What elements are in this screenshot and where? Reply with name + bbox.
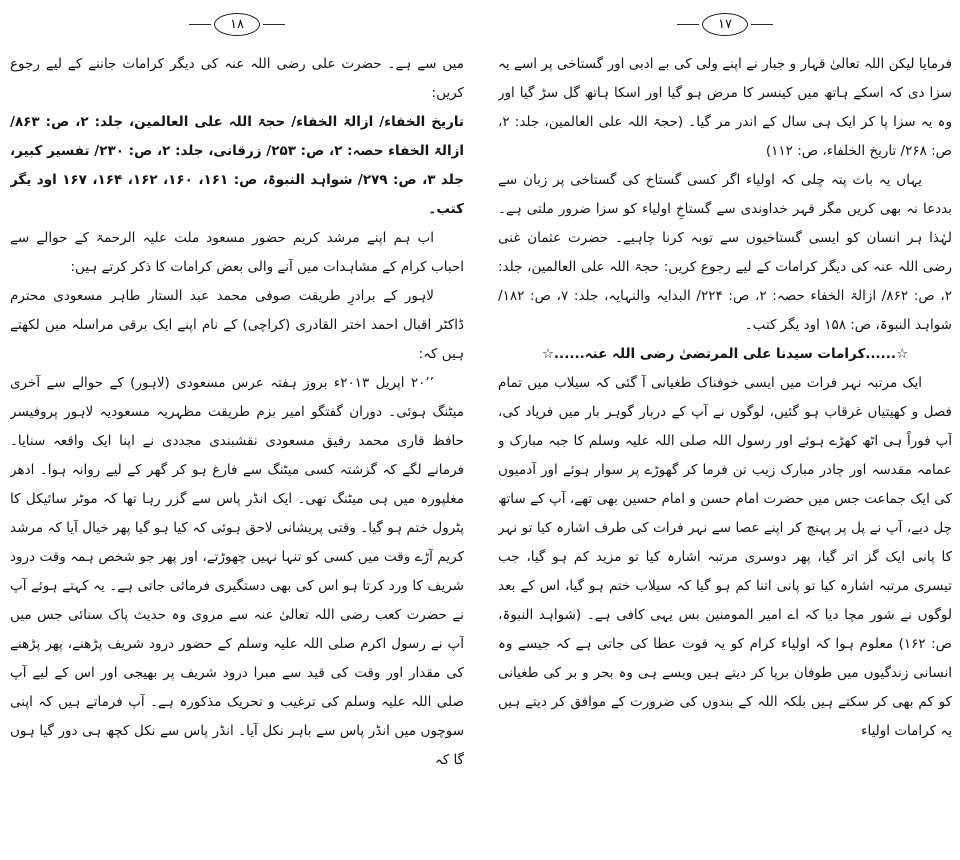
section-heading: ☆......کرامات سیدنا علی المرتضیٰ رضی اللہ عنہ......☆ <box>541 346 909 362</box>
page-number-cartouche: ۱۸ <box>214 13 260 36</box>
paragraph: ایک مرتبہ نہر فرات میں ایسی خوفناک طغیانی آ گئی کہ سیلاب میں تمام فصل و کھیتیاں غرقاب ہو گئیں، لوگوں نے آپ کے دربار گوہر بار میں فریاد کی، آپ فوراً ہی اٹھ کھڑے ہوئے اور رسول اللہ صلی اللہ علیہ وسلم کا جبہ مبارک و عمامہ مقدسہ اور چادر مبارک زیب تن فرما کر گھوڑے پر سوار ہوئے اور آدمیوں کی ایک جماعت جس میں حضرت امام حسن و امام حسین بھی تھے، آپ کے ساتھ چل دیے، آپ نے پل پر پہنچ کر اپنے عصا سے نہر فرات کی طرف اشارہ کیا تو نہر کا پانی ایک گز اتر گیا، پھر دوسری مرتبہ اشارہ کیا تو مزید کم ہو گیا، جب تیسری مرتبہ اشارہ کیا تو پانی اتنا کم ہو گیا کہ سیلاب ختم ہو گیا، اس کے بعد لوگوں نے شور مچا دیا کہ اے امیر المومنین بس یہی کافی ہے۔ (شواہد النبوۃ، ص: ۱۶۲) معلوم ہوا کہ اولیاء کرام کو یہ قوت عطا کی جاتی ہے کہ جیسے وہ انسانی زندگیوں میں طوفان برپا کر دیتے ہیں ویسے ہی وہ بحر و بر کی طغیانی کو کم بھی کر سکتے ہیں بلکہ اللہ کے بندوں کی ضرورت کے موافق کر دیتے ہیں یہ کرامات اولیاء <box>498 375 952 739</box>
paragraph: تاریخ الخفاء/ ازالۃ الخفاء/ حجۃ اللہ علی العالمین، جلد: ۲، ص: ۸۶۳/ ازالۃ الخفاء حصہ: ۲، ص: ۲۵۳/ زرقانی، جلد: ۲، ص: ۲۳۰/ تفسیر کبیر، جلد ۳، ص: ۲۷۹/ شواہد النبوۃ، ص: ۱۶۱، ۱۶۰، ۱۶۲، ۱۶۴، ۱۶۷ اود یگر کتب۔ <box>10 114 464 217</box>
page-18 <box>6 0 468 860</box>
page-number-ornament <box>498 10 952 38</box>
ornament-line-left <box>751 24 773 25</box>
paragraph: لاہور کے برادرِ طریقت صوفی محمد عبد الستار طاہر مسعودی محترم ڈاکٹر اقبال احمد اختر القادری (کراچی) کے نام اپنے ایک برقی مراسلہ میں لکھتے ہیں کہ: <box>10 288 464 362</box>
page-text-body <box>10 50 464 854</box>
paragraph: اب ہم اپنے مرشد کریم حضور مسعود ملت علیہ الرحمۃ کے حوالے سے احباب کرام کے مشاہدات میں آنے والی بعض کرامات کا ذکر کرتے ہیں: <box>10 230 464 275</box>
paragraph: یہاں یہ بات پتہ چلی کہ اولیاء اگر کسی گستاخ کی گستاخی پر زبان سے بددعا نہ بھی کریں مگر قہر خداوندی سے گستاخِ اولیاء کو سزا ضرور ملتی ہے۔ لہٰذا ہر انسان کو ایسی گستاخیوں سے توبہ کرنا چاہیے۔ حضرت عثمان غنی رضی اللہ عنہ کی دیگر کرامات کے لیے رجوع کریں: حجۃ اللہ علی العالمین، جلد: ۲، ص: ۸۶۲/ ازالۃ الخفاء حصہ: ۲، ص: ۲۲۴/ البدایہ والنہایہ، جلد: ۷، ص: ۱۸۲/ شواہد النبوۃ، ص: ۱۵۸ اود یگر کتب۔ <box>498 172 952 333</box>
paragraph: میں سے ہے۔ حضرت علی رضی اللہ عنہ کی دیگر کرامات جاننے کے لیے رجوع کریں: <box>10 56 464 101</box>
paragraph: ’’۲۰ اپریل ۲۰۱۳ء بروز ہفتہ عرس مسعودی (لاہور) کے حوالے سے آخری میٹنگ ہوئی۔ دوران گفتگو امیر بزم طریقت مظہریہ مسعودیہ لاہور پروفیسر حافظ قاری محمد رفیق مسعودی نقشبندی مجددی نے اپنا ایک واقعہ سنایا۔ فرمانے لگے کہ گزشتہ کسی میٹنگ سے فارغ ہو کر گھر کے لیے روانہ ہوا۔ ادھر مغلپورہ میں ہی میٹنگ تھی۔ ایک انڈر پاس سے گزر رہا تھا کہ موٹر سائیکل کا پٹرول ختم ہو گیا۔ وقتی پریشانی لاحق ہوئی کہ کیا ہو گیا پھر خیال آیا کہ مرشد کریم آڑے وقت میں کسی کو تنہا نہیں چھوڑتے، اور پھر جو شخص ہمہ وقت درود شریف کا ورد کرتا ہو اس کی بھی دستگیری فرمائی جاتی ہے۔ یہ کہتے ہوئے آپ نے حضرت کعب رضی اللہ تعالیٰ عنہ سے مروی وہ حدیث پاک سنائی جس میں آپ نے رسول اکرم صلی اللہ علیہ وسلم کے حضور درود شریف پڑھنے، پھر پڑھنے کی مقدار اور وقت کی قید سے مبرا درود شریف پر بھیجی اور اس کے لیے آپ صلی اللہ علیہ وسلم کی ترغیب و تحریک مذکورہ ہے۔ آپ فرماتے ہیں کہ اپنی سوچوں میں انڈر پاس سے باہر نکل آیا۔ انڈر پاس سے نکل کچھ ہی دور گیا ہوں گا کہ <box>10 375 464 768</box>
ornament-line-left <box>263 24 285 25</box>
ornament-line-right <box>677 24 699 25</box>
paragraph: فرمایا لیکن اللہ تعالیٰ قہار و جبار نے اپنے ولی کی بے ادبی اور گستاخی پر اسے یہ سزا دی کہ اسکے ہاتھ میں کینسر کا مرض ہو گیا اور اسکا ہاتھ گل سڑ گیا اور وہ یہ سزا پا کر ایک ہی سال کے اندر مر گیا۔ (حجۃ اللہ علی العالمین، جلد: ۲، ص: ۲۶۸/ تاریخ الخلفاء، ص: ۱۱۲) <box>498 56 952 159</box>
page-number-cartouche: ۱۷ <box>702 13 748 36</box>
page-number-ornament <box>10 10 464 38</box>
page-text-body <box>498 50 952 854</box>
page-17 <box>494 0 956 860</box>
ornament-line-right <box>189 24 211 25</box>
